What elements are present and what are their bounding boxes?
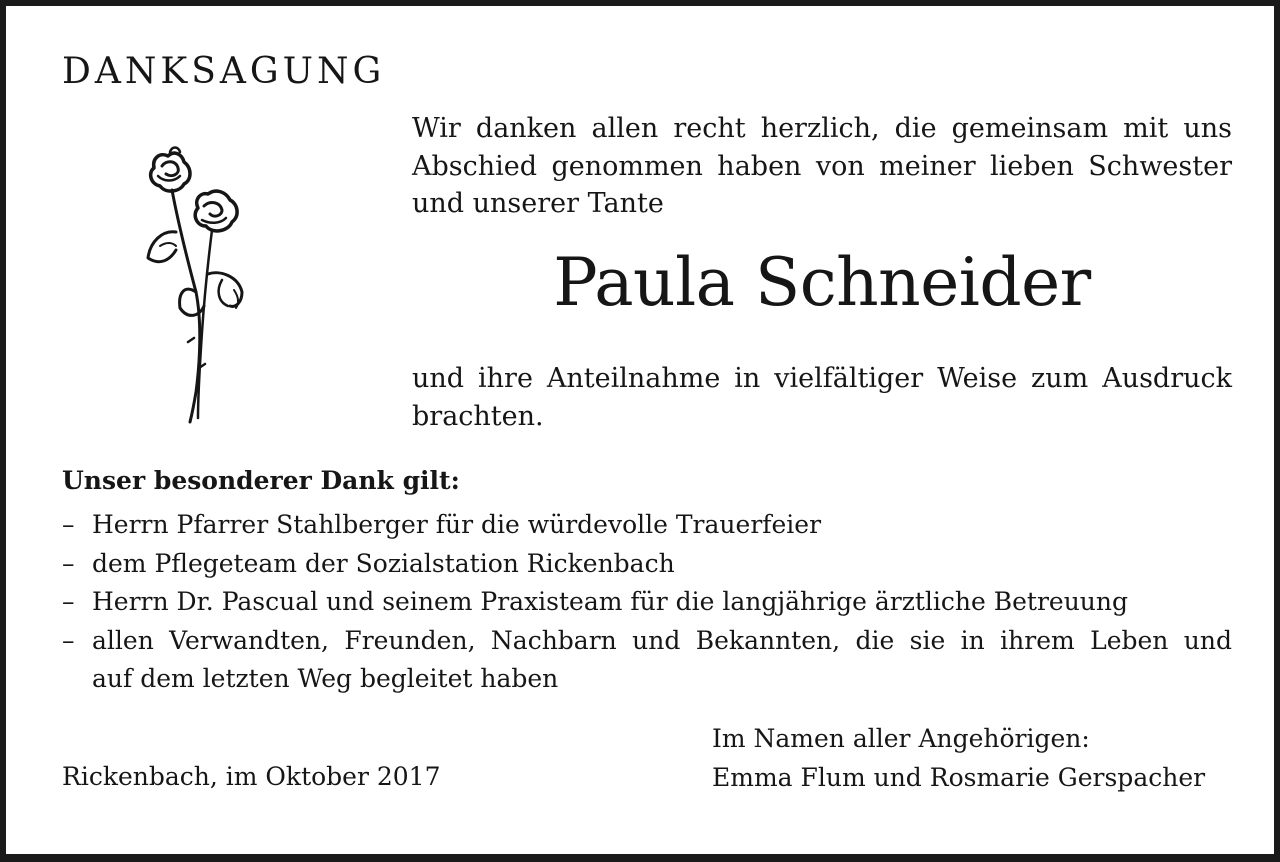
deceased-name: Paula Schneider	[553, 244, 1091, 321]
list-item	[62, 583, 1232, 622]
signature-names: Emma Flum und Rosmarie Gerspacher	[712, 763, 1206, 792]
signature-intro: Im Namen aller Angehörigen:	[712, 724, 1090, 753]
thanks-item-text: auf dem letzten Weg begleitet haben	[92, 664, 559, 693]
rose-icon	[138, 142, 256, 432]
thanks-item-text: Herrn Dr. Pascual und seinem Praxisteam für die langjährige ärztliche Betreuung	[92, 587, 1129, 616]
closing-paragraph	[412, 360, 1232, 435]
intro-paragraph	[412, 110, 1232, 223]
thanks-title: Unser besonderer Dank gilt:	[62, 466, 460, 495]
notice-heading: DANKSAGUNG	[62, 51, 386, 92]
intro-line: und unserer Tante	[412, 188, 664, 219]
signature-block	[712, 719, 1232, 797]
dash-bullet: –	[62, 548, 75, 578]
intro-line: Wir danken allen recht herzlich, die gemeinsam mit uns	[412, 113, 1232, 144]
thanks-item-text: Herrn Pfarrer Stahlberger für die würdevolle Trauerfeier	[92, 510, 822, 539]
intro-line: Abschied genommen haben von meiner lieben Schwester	[412, 150, 1232, 182]
dash-bullet: –	[62, 625, 75, 655]
list-item	[62, 622, 1232, 699]
dash-bullet: –	[62, 587, 75, 616]
thanks-item-text: allen Verwandten, Freunden, Nachbarn und Bekannten, die sie in ihrem Leben und	[92, 625, 1232, 655]
list-item	[62, 506, 1232, 545]
thanks-list	[62, 506, 1232, 699]
list-item	[62, 545, 1232, 584]
closing-line: brachten.	[412, 400, 544, 432]
dash-bullet: –	[62, 510, 75, 539]
closing-line: und ihre Anteilnahme in vielfältiger Weise zum Ausdruck	[412, 363, 1232, 394]
thanks-item-text: dem Pflegeteam der Sozialstation Rickenbach	[92, 548, 675, 578]
place-date: Rickenbach, im Oktober 2017	[62, 762, 441, 791]
